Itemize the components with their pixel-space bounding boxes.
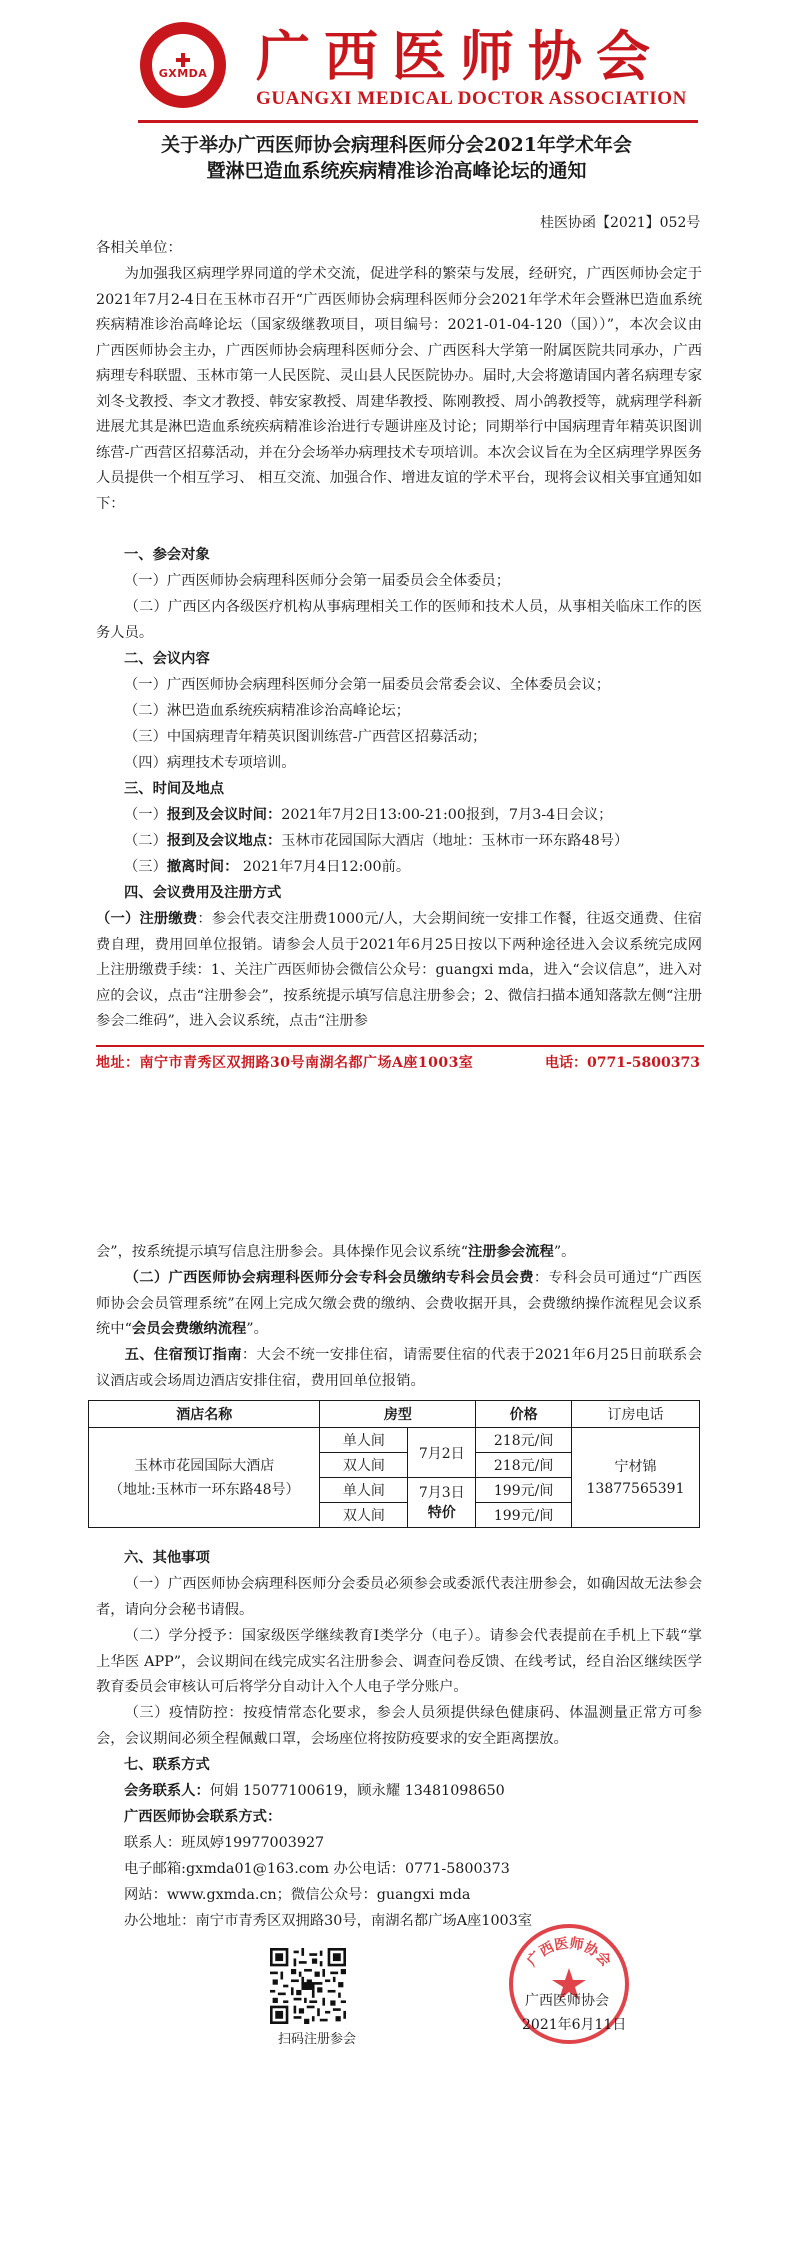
salutation: 各相关单位：	[96, 240, 182, 256]
org-name-cn: 广西医师协会	[256, 24, 664, 88]
notice-title-line1: 关于举办广西医师协会病理科医师分会2021年学术年会	[161, 134, 632, 156]
room-type: 双人间	[320, 1503, 408, 1528]
room-price: 199元/间	[476, 1503, 572, 1528]
room-price: 199元/间	[476, 1478, 572, 1503]
section2-item3: （三）中国病理青年精英识图训练营-广西营区招募活动；	[124, 729, 487, 745]
org-name-en: GUANGXI MEDICAL DOCTOR ASSOCIATION	[256, 88, 687, 109]
booking-contact-cell	[572, 1428, 700, 1528]
meeting-contacts: 会务联系人：何娟 15077100619，顾永耀 13481098650	[124, 1783, 505, 1799]
section4-registration-p2: 会”，按系统提示填写信息注册参会。具体操作见会议系统“注册参会流程”。	[96, 1244, 576, 1260]
room-type: 单人间	[320, 1478, 408, 1503]
logo-text: GXMDA	[158, 66, 208, 80]
section6-heading: 六、其他事项	[124, 1550, 210, 1566]
section3-item2: （二）报到及会议地点：玉林市花园国际大酒店（地址：玉林市一环东路48号）	[124, 833, 629, 849]
special-price-label: 特价	[427, 1504, 456, 1521]
hotel-table	[88, 1400, 700, 1528]
booking-contact-phone: 13877565391	[586, 1480, 685, 1497]
document-number: 桂医协函【2021】052号	[540, 215, 701, 231]
section3-item3: （三）撤离时间： 2021年7月4日12:00前。	[124, 859, 411, 875]
header-room-type: 房型	[320, 1401, 476, 1428]
header-booking-phone: 订房电话	[572, 1401, 700, 1428]
svg-text:广西医师协会	[524, 1935, 615, 1970]
section2-heading: 二、会议内容	[124, 651, 210, 667]
association-website: 网站：www.gxmda.cn；微信公众号：guangxi mda	[124, 1887, 471, 1903]
table-row	[89, 1428, 700, 1453]
section1-item2: （二）广西区内各级医疗机构从事病理相关工作的医师和技术人员，从事相关临床工作的医务人员。	[96, 599, 702, 641]
date-cell-2	[408, 1478, 476, 1528]
hotel-name-cell	[89, 1428, 320, 1528]
signature-org: 广西医师协会	[525, 1993, 609, 2009]
association-contact-heading: 广西医师协会联系方式：	[124, 1809, 282, 1825]
room-type: 单人间	[320, 1428, 408, 1453]
room-price: 218元/间	[476, 1453, 572, 1478]
section2-item4: （四）病理技术专项培训。	[124, 755, 296, 771]
section4-registration-p1: （一）注册缴费：参会代表交注册费1000元/人，大会期间统一安排工作餐，往返交通费、住宿费自理，费用回单位报销。请参会人员于2021年6月25日按以下两种途径进入会议系统完成网上注册缴费手续：1、关注广西医师协会微信公众号：guangxi mda，进入“会议信息”，进入对应的会议，点击“注册参会”，按系统提示填写信息注册参会；2、微信扫描本通知落款左侧“注册参会二维码”，进入会议系统，点击“注册参	[96, 911, 703, 1029]
section1-heading: 一、参会对象	[124, 547, 210, 563]
section4-member-fee: （二）广西医师协会病理科医师分会专科会员缴纳专科会员会费：专科会员可通过“广西医师协会会员管理系统”在网上完成欠缴会费的缴纳、会费收据开具，会费缴纳操作流程见会议系统中“会员会费缴纳流程”。	[96, 1270, 702, 1337]
intro-paragraph: 为加强我区病理学界同道的学术交流，促进学科的繁荣与发展，经研究，广西医师协会定于2021年7月2-4日在玉林市召开“广西医师协会病理科医师分会2021年学术年会暨淋巴造血系统疾病精准诊治高峰论坛（国家级继教项目，项目编号：2021-01-04-120（国））”，本次会议由广西医师协会主办，广西医师协会病理科医师分会、广西医科大学第一附属医院共同承办，广西病理专科联盟、玉林市第一人民医院、灵山县人民医院协办。届时,大会将邀请国内著名病理专家刘冬戈教授、李文才教授、韩安家教授、周建华教授、陈刚教授、周小鸽教授等，就病理学科新进展尤其是淋巴造血系统疾病精准诊治进行专题讲座及讨论；同期举行中国病理青年精英识图训练营-广西营区招募活动，并在分会场举办病理技术专项培训。本次会议旨在为全区病理学界医务人员提供一个相互学习、 相互交流、加强合作、增进友谊的学术平台，现将会议相关事宜通知如下：	[96, 266, 702, 512]
section6-item2: （二）学分授予：国家级医学继续教育Ⅰ类学分（电子）。请参会代表提前在手机上下载“掌上华医 APP”，会议期间在线完成实名注册参会、调查问卷反馈、在线考试，经自治区继续医学教育委员会审核认可后将学分自动计入个人电子学分账户。	[96, 1628, 702, 1695]
footer-phone: 电话：0771-5800373	[545, 1055, 700, 1071]
booking-contact-name: 宁材锦	[614, 1458, 657, 1475]
registration-qr-code[interactable]	[270, 1948, 346, 2024]
section3-heading: 三、时间及地点	[124, 781, 225, 797]
footer-divider	[96, 1045, 704, 1047]
date-cell-1: 7月2日	[408, 1428, 476, 1478]
header-price: 价格	[476, 1401, 572, 1428]
medical-cross-icon	[176, 53, 190, 67]
section1-item1: （一）广西医师协会病理科医师分会第一届委员会全体委员；	[124, 573, 511, 589]
association-office-address: 办公地址：南宁市青秀区双拥路30号，南湖名都广场A座1003室	[124, 1913, 533, 1929]
hotel-name: 玉林市花园国际大酒店	[134, 1457, 275, 1474]
association-email-phone: 电子邮箱:gxmda01@163.com 办公电话：0771-5800373	[124, 1861, 510, 1877]
section6-item1: （一）广西医师协会病理科医师分会委员必须参会或委派代表注册参会，如确因故无法参会者，请向分会秘书请假。	[96, 1576, 702, 1618]
association-contact-person: 联系人：班凤婷19977003927	[124, 1835, 325, 1851]
footer-address: 地址：南宁市青秀区双拥路30号南湖名都广场A座1003室	[96, 1055, 474, 1071]
room-price: 218元/间	[476, 1428, 572, 1453]
hotel-address: （地址:玉林市一环东路48号）	[108, 1481, 300, 1498]
seal-text: 广西医师协会	[524, 1935, 614, 1970]
section2-item1: （一）广西医师协会病理科医师分会第一届委员会常委会议、全体委员会议；	[124, 677, 611, 693]
header-divider	[138, 120, 698, 123]
association-logo	[140, 22, 226, 108]
section3-item1: （一）报到及会议时间：2021年7月2日13:00-21:00报到，7月3-4日会议；	[124, 807, 613, 823]
section7-heading: 七、联系方式	[124, 1757, 210, 1773]
room-type: 双人间	[320, 1453, 408, 1478]
section2-item2: （二）淋巴造血系统疾病精准诊治高峰论坛；	[124, 703, 410, 719]
section4-heading: 四、会议费用及注册方式	[124, 885, 282, 901]
header-hotel-name: 酒店名称	[89, 1401, 320, 1428]
logo-emblem	[150, 32, 216, 98]
date-2: 7月3日	[418, 1484, 465, 1501]
notice-title-line2: 暨淋巴造血系统疾病精准诊治高峰论坛的通知	[206, 160, 587, 182]
hotel-table-header	[89, 1401, 700, 1428]
section5-lodging: 五、住宿预订指南：大会不统一安排住宿，请需要住宿的代表于2021年6月25日前联系会议酒店或会场周边酒店安排住宿，费用回单位报销。	[96, 1347, 703, 1389]
signature-date: 2021年6月11日	[522, 2017, 627, 2033]
section6-item3: （三）疫情防控：按疫情常态化要求，参会人员须提供绿色健康码、体温测量正常方可参会，会议期间必须全程佩戴口罩，会场座位将按防疫要求的安全距离摆放。	[96, 1705, 702, 1747]
qr-caption: 扫码注册参会	[278, 2032, 357, 2047]
